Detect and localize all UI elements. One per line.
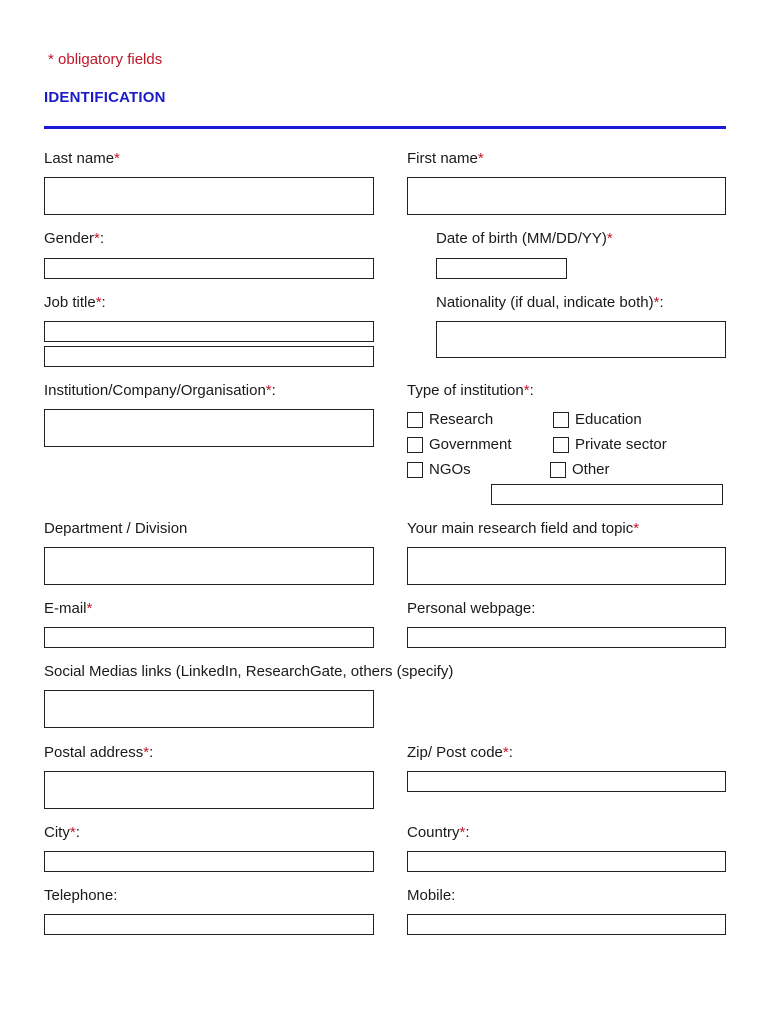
social-media-field[interactable] (44, 690, 374, 728)
education-option-label: Education (575, 411, 642, 428)
date-of-birth-field[interactable] (436, 258, 567, 279)
other-option-label: Other (572, 461, 610, 478)
mobile-label: Mobile: (407, 887, 456, 904)
other-checkbox[interactable] (550, 462, 566, 478)
email-field[interactable] (44, 627, 374, 648)
ngos-checkbox[interactable] (407, 462, 423, 478)
job-title-field-line-2[interactable] (44, 346, 374, 367)
government-option-label: Government (429, 436, 512, 453)
country-label: Country*: (407, 824, 470, 841)
gender-field[interactable] (44, 258, 374, 279)
section-divider (44, 126, 726, 129)
private-sector-checkbox[interactable] (553, 437, 569, 453)
postal-address-field[interactable] (44, 771, 374, 809)
zip-code-field[interactable] (407, 771, 726, 792)
email-label: E-mail* (44, 600, 93, 617)
type-of-institution-label: Type of institution*: (407, 382, 534, 399)
nationality-field[interactable] (436, 321, 726, 358)
telephone-field[interactable] (44, 914, 374, 935)
city-field[interactable] (44, 851, 374, 872)
research-field-label: Your main research field and topic* (407, 520, 640, 537)
other-institution-specify-field[interactable] (491, 484, 723, 505)
telephone-label: Telephone: (44, 887, 118, 904)
zip-code-label: Zip/ Post code*: (407, 744, 513, 761)
webpage-field[interactable] (407, 627, 726, 648)
webpage-label: Personal webpage: (407, 600, 536, 617)
first-name-field[interactable] (407, 177, 726, 215)
private-sector-option-label: Private sector (575, 436, 667, 453)
gender-label: Gender*: (44, 230, 105, 247)
research-field-field[interactable] (407, 547, 726, 585)
obligatory-fields-note: * obligatory fields (48, 51, 163, 68)
country-field[interactable] (407, 851, 726, 872)
first-name-label: First name* (407, 150, 484, 167)
research-checkbox[interactable] (407, 412, 423, 428)
nationality-label: Nationality (if dual, indicate both)*: (436, 294, 664, 311)
mobile-field[interactable] (407, 914, 726, 935)
social-media-label: Social Medias links (LinkedIn, ResearchGate, others (specify) (44, 663, 454, 680)
government-checkbox[interactable] (407, 437, 423, 453)
institution-label: Institution/Company/Organisation*: (44, 382, 276, 399)
research-option-label: Research (429, 411, 494, 428)
department-field[interactable] (44, 547, 374, 585)
last-name-label: Last name* (44, 150, 120, 167)
last-name-field[interactable] (44, 177, 374, 215)
section-title: IDENTIFICATION (44, 89, 166, 106)
education-checkbox[interactable] (553, 412, 569, 428)
department-label: Department / Division (44, 520, 188, 537)
postal-address-label: Postal address*: (44, 744, 154, 761)
ngos-option-label: NGOs (429, 461, 471, 478)
date-of-birth-label: Date of birth (MM/DD/YY)* (436, 230, 613, 247)
job-title-field-line-1[interactable] (44, 321, 374, 342)
city-label: City*: (44, 824, 80, 841)
job-title-label: Job title*: (44, 294, 106, 311)
institution-field[interactable] (44, 409, 374, 447)
